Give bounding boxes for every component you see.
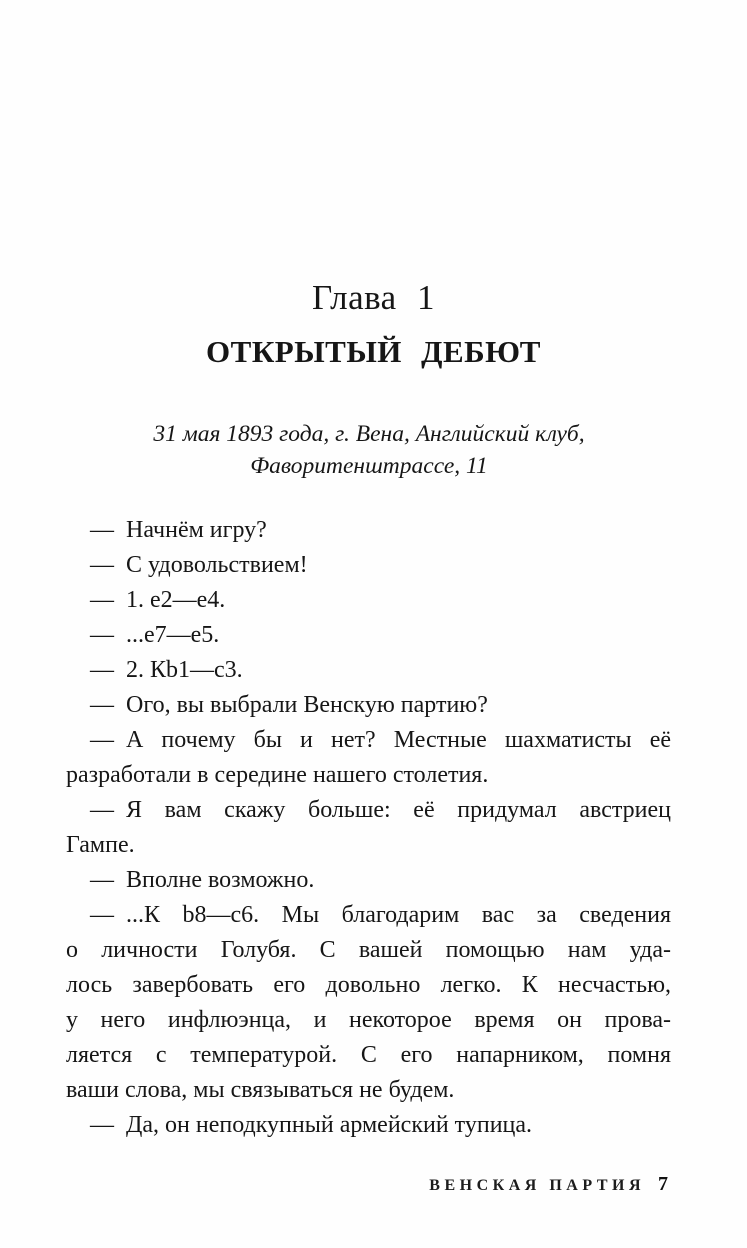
text-line: — 2. Кb1—с3. [90,657,243,683]
paragraph [66,793,671,863]
text-line: — Ого, вы выбрали Венскую партию? [90,692,488,718]
paragraph [66,653,671,688]
text-line: у него инфлюэнца, и некоторое время он прова- [66,1007,671,1033]
text-line: ваши слова, мы связываться не будем. [66,1077,455,1103]
page-footer [429,1173,668,1196]
paragraph [66,618,671,653]
epigraph [66,418,672,482]
text-line: о личности Голубя. С вашей помощью нам уда- [66,937,671,963]
text-line: — С удовольствием! [90,552,308,578]
paragraph [66,723,671,793]
paragraph [66,513,671,548]
text-line: — ...е7—е5. [90,622,220,648]
paragraph [66,1108,671,1143]
paragraph [66,688,671,723]
paragraph [66,583,671,618]
chapter-label: Глава 1 [312,278,435,317]
text-line: ляется с температурой. С его напарником, помня [66,1042,671,1068]
paragraph [66,863,671,898]
paragraph [66,548,671,583]
epigraph-line: Фаворитенштрассе, 11 [250,453,488,479]
chapter-title: ОТКРЫТЫЙ ДЕБЮТ [206,334,541,369]
text-line: — Я вам скажу больше: её придумал австриец [90,797,671,823]
text-line: Гампе. [66,832,135,858]
text-line: — ...К b8—с6. Мы благодарим вас за сведения [90,902,671,928]
epigraph-line: 31 мая 1893 года, г. Вена, Английский клуб, [153,421,585,447]
body-text [66,513,671,1143]
text-line: разработали в середине нашего столетия. [66,762,489,788]
text-line: — А почему бы и нет? Местные шахматисты её [90,727,671,753]
text-line: — 1. е2—е4. [90,587,226,613]
running-title: ВЕНСКАЯ ПАРТИЯ [429,1177,645,1194]
text-line: — Да, он неподкупный армейский тупица. [90,1112,533,1138]
paragraph [66,898,671,1108]
text-line: — Вполне возможно. [90,867,315,893]
text-line: лось завербовать его довольно легко. К несчастью, [66,972,671,998]
page-number: 7 [658,1173,668,1195]
text-line: — Начнём игру? [90,517,267,543]
